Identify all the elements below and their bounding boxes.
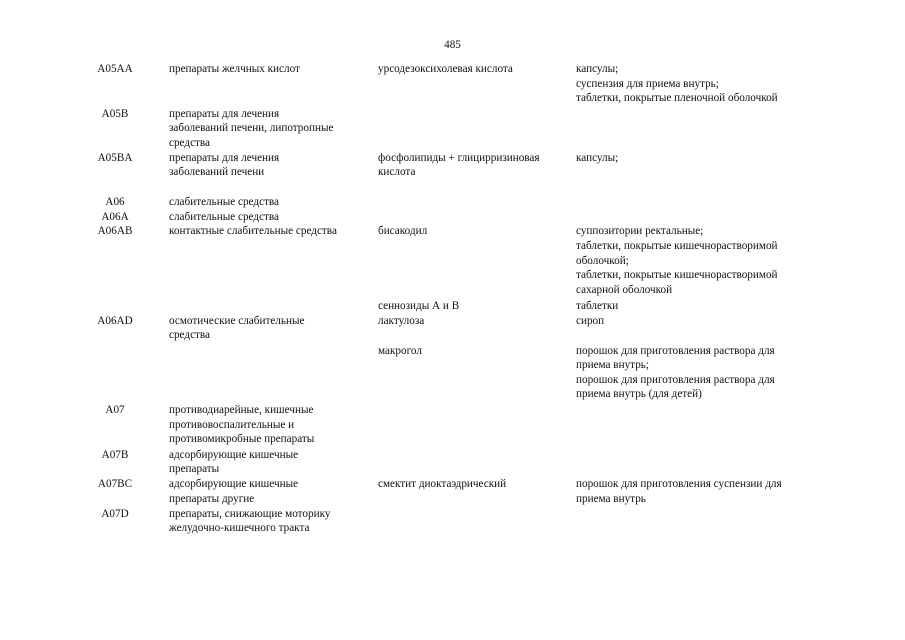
drug-name (378, 299, 573, 314)
drug-name (378, 344, 573, 359)
dosage-form-line: приема внутрь; (576, 359, 649, 372)
anatomical-group (169, 151, 369, 180)
table-row (0, 314, 905, 344)
drug-classification-table (0, 62, 905, 537)
drug-name-line: урсодезоксихолевая кислота (378, 63, 513, 75)
anatomical-group (169, 314, 369, 343)
atc-code: A05AA (97, 63, 133, 75)
dosage-form (576, 62, 826, 106)
anatomical-group-line: слабительные средства (169, 210, 280, 223)
anatomical-group (169, 224, 369, 239)
anatomical-group-line: средства (169, 329, 211, 342)
anatomical-group (169, 403, 369, 447)
drug-name-line: сеннозиды А и В (378, 299, 460, 312)
drug-name (378, 62, 573, 77)
atc-code: A07B (101, 448, 129, 461)
dosage-form (576, 299, 826, 314)
atc-code: A06AB (97, 225, 133, 238)
drug-name-line: фосфолипиды + глицирризиновая (378, 151, 540, 164)
dosage-form (576, 344, 826, 402)
anatomical-group (169, 477, 369, 506)
anatomical-group (169, 210, 369, 225)
anatomical-group-line: средства (169, 136, 211, 149)
table-row (0, 448, 905, 478)
table-row (0, 107, 905, 151)
dosage-form-line: приема внутрь (для детей) (576, 388, 702, 401)
anatomical-group-line: слабительные средства (169, 195, 280, 208)
dosage-form-line: таблетки, покрытые пленочной оболочкой (576, 92, 778, 105)
drug-name-line: бисакодил (378, 225, 428, 238)
dosage-form-line: таблетки (576, 299, 619, 312)
table-row (0, 403, 905, 448)
atc-code: A07BC (97, 478, 133, 491)
anatomical-group-line: препараты желчных кислот (169, 63, 300, 75)
drug-name-line: смектит диоктаэдрический (378, 478, 507, 491)
table-row (0, 224, 905, 298)
anatomical-group (169, 195, 369, 210)
table-row (0, 507, 905, 537)
anatomical-group-line: адсорбирующие кишечные (169, 448, 299, 461)
drug-name-line: кислота (378, 166, 416, 179)
drug-name (378, 151, 573, 180)
anatomical-group-line: осмотические слабительные (169, 314, 305, 327)
dosage-form (576, 477, 826, 506)
dosage-form-line: порошок для приготовления раствора для (576, 344, 775, 357)
page-number: 485 (444, 39, 461, 51)
anatomical-group-line: противовоспалительные и (169, 418, 295, 431)
anatomical-group-line: противомикробные препараты (169, 433, 315, 446)
table-row (0, 195, 905, 210)
table-row (0, 299, 905, 314)
anatomical-group (169, 448, 369, 477)
drug-name (378, 477, 573, 492)
atc-code: A06AD (97, 314, 133, 327)
dosage-form (576, 151, 826, 166)
dosage-form (576, 314, 826, 329)
anatomical-group-line: адсорбирующие кишечные (169, 478, 299, 491)
anatomical-group-line: препараты, снижающие моторику (169, 507, 331, 520)
atc-code: A05B (101, 107, 129, 120)
anatomical-group-line: контактные слабительные средства (169, 225, 337, 238)
drug-name (378, 224, 573, 239)
anatomical-group (169, 62, 369, 77)
atc-code: A07 (105, 404, 125, 417)
dosage-form-line: таблетки, покрытые кишечнорастворимой (576, 239, 778, 252)
anatomical-group-line: желудочно-кишечного тракта (169, 522, 310, 535)
table-row (0, 344, 905, 404)
table-row (0, 477, 905, 507)
anatomical-group-line: заболеваний печени, липотропные (169, 122, 334, 135)
anatomical-group-line: препараты другие (169, 492, 255, 505)
drug-name-line: макрогол (378, 344, 422, 357)
dosage-form-line: сахарной оболочкой (576, 283, 673, 296)
dosage-form-line: таблетки, покрытые кишечнорастворимой (576, 269, 778, 282)
drug-name-line: лактулоза (378, 314, 425, 327)
dosage-form-line: суппозитории ректальные; (576, 225, 704, 238)
table-row (0, 62, 905, 107)
anatomical-group-line: препараты (169, 463, 220, 476)
dosage-form-line: суспензия для приема внутрь; (576, 77, 719, 90)
anatomical-group-line: заболеваний печени (169, 166, 265, 179)
atc-code: A05BA (97, 151, 133, 164)
table-row (0, 210, 905, 225)
drug-name (378, 314, 573, 329)
dosage-form-line: сироп (576, 314, 605, 327)
table-row (0, 151, 905, 195)
dosage-form-line: порошок для приготовления раствора для (576, 373, 775, 386)
anatomical-group (169, 507, 369, 536)
dosage-form-line: оболочкой; (576, 254, 629, 267)
dosage-form-line: капсулы; (576, 151, 619, 164)
dosage-form-line: приема внутрь (576, 492, 646, 505)
anatomical-group-line: препараты для лечения (169, 107, 280, 120)
atc-code: A07D (101, 507, 129, 520)
anatomical-group-line: препараты для лечения (169, 151, 280, 164)
anatomical-group (169, 107, 369, 151)
dosage-form (576, 224, 826, 297)
anatomical-group-line: противодиарейные, кишечные (169, 404, 314, 417)
dosage-form-line: капсулы; (576, 63, 619, 75)
atc-code: A06A (101, 210, 129, 223)
dosage-form-line: порошок для приготовления суспензии для (576, 478, 782, 491)
atc-code: A06 (105, 195, 125, 208)
